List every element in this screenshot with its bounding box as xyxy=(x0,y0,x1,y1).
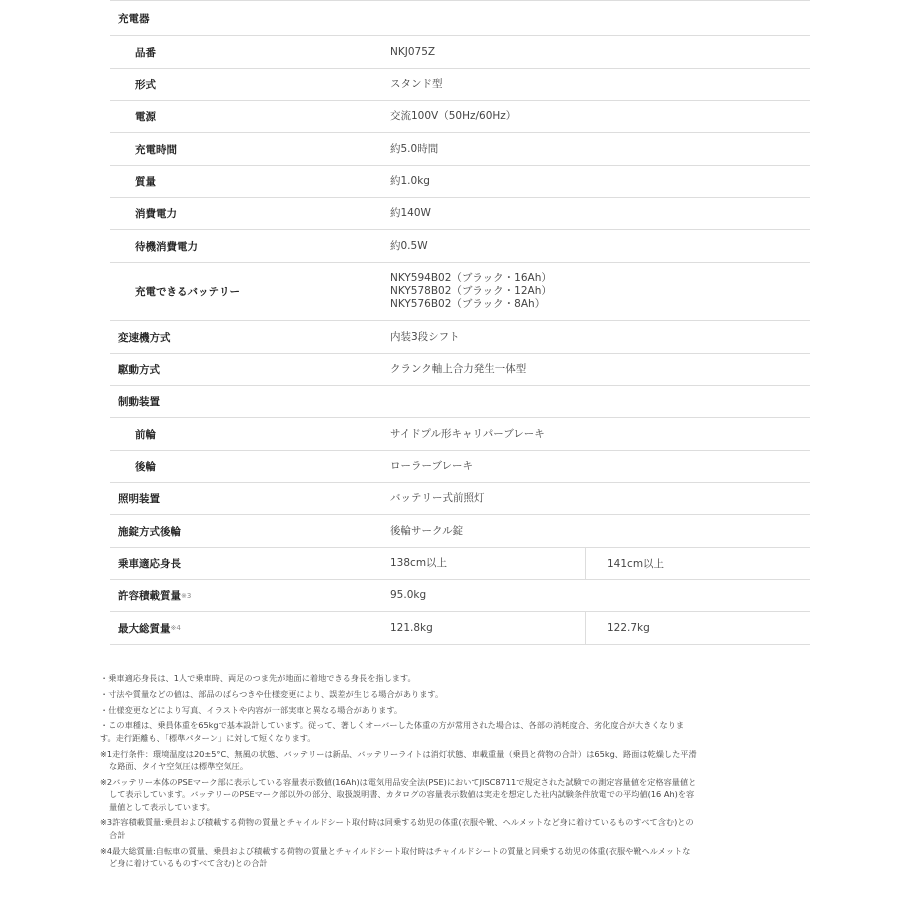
spec-row xyxy=(110,36,810,69)
spec-value: バッテリー式前照灯 xyxy=(390,492,485,504)
spec-label: 待機消費電力 xyxy=(135,240,198,253)
spec-label: 消費電力 xyxy=(135,208,177,220)
spec-row xyxy=(110,230,810,263)
spec-value: 95.0kg xyxy=(390,589,427,601)
spec-row xyxy=(110,418,810,451)
spec-label: 充電時間 xyxy=(135,143,177,156)
spec-value: NKJ075Z xyxy=(390,45,436,58)
note-line: ※2バッテリー本体のPSEマーク部に表示している容量表示数値(16Ah)は電気用品安全法(PSE)においてJISC8711で規定された試験での測定容量値を定格容量値と xyxy=(100,776,697,787)
spec-row xyxy=(110,101,810,133)
spec-label: 品番 xyxy=(135,46,156,59)
column-divider xyxy=(585,548,586,579)
spec-label: 後輪 xyxy=(135,461,156,473)
note-line: ・この車種は、乗員体重を65kgで基本設計しています。従って、著しくオーバーした体重の方が常用された場合は、各部の消耗度合、劣化度合が大きくなりま xyxy=(100,720,685,731)
spec-label: 施錠方式後輪 xyxy=(118,525,181,538)
spec-value: 交流100V（50Hz/60Hz） xyxy=(390,110,517,122)
note-line: ※4最大総質量:自転車の質量、乗員および積載する荷物の質量とチャイルドシート取付時はチャイルドシートの質量と同乗する幼児の体重(衣服や靴ヘルメットな xyxy=(100,845,691,856)
spec-row xyxy=(110,354,810,386)
spec-value-alt: 141cm以上 xyxy=(607,558,665,570)
spec-value: 約0.5W xyxy=(390,239,428,252)
spec-value: ローラーブレーキ xyxy=(390,460,474,472)
note-line: ※1走行条件：環境温度は20±5°C、無風の状態、バッテリーは新品、バッテリーライトは消灯状態、車載重量（乗員と荷物の合計）は65kg、路面は乾燥した平滑 xyxy=(100,748,697,759)
spec-label: 前輪 xyxy=(135,428,156,441)
spec-row xyxy=(110,166,810,198)
spec-value-alt: 122.7kg xyxy=(607,622,650,634)
note-line: す。走行距離も、「標準パターン」に対して短くなります。 xyxy=(100,732,316,743)
spec-table xyxy=(110,0,810,645)
spec-value: サイドプル形キャリパーブレーキ xyxy=(390,427,545,440)
footnote-item xyxy=(100,845,808,870)
spec-value: クランク軸上合力発生一体型 xyxy=(390,363,527,375)
footnote-item xyxy=(100,816,808,841)
footnote-item xyxy=(100,748,808,773)
note-line: ※3許容積載質量:乗員および積載する荷物の質量とチャイルドシート取付時は同乗する幼児の体重(衣服や靴、ヘルメットなど身に着けているものすべて含む)との xyxy=(100,817,694,828)
footnote-ref: ※3 xyxy=(181,591,192,600)
spec-value: 121.8kg xyxy=(390,621,433,634)
spec-row xyxy=(110,612,810,645)
spec-label: 電源 xyxy=(135,111,156,123)
spec-value: 約140W xyxy=(390,207,431,219)
footnotes xyxy=(100,672,808,873)
spec-row xyxy=(110,451,810,483)
spec-value: NKY594B02（ブラック・16Ah） NKY578B02（ブラック・12Ah） NKY576B02（ブラック・8Ah） xyxy=(390,272,552,310)
spec-row xyxy=(110,321,810,354)
note-item xyxy=(100,704,808,716)
spec-row xyxy=(110,263,810,321)
spec-value: 内装3段シフト xyxy=(390,330,460,343)
spec-label: 制動装置 xyxy=(118,396,160,408)
spec-value: 後輪サークル錠 xyxy=(390,524,464,537)
note-item xyxy=(100,672,808,684)
column-divider xyxy=(585,612,586,644)
footnote-item xyxy=(100,776,808,813)
note-line: ・乗車適応身長は、1人で乗車時、両足のつま先が地面に着地できる身長を指します。 xyxy=(100,673,416,683)
spec-value: 138cm以上 xyxy=(390,557,448,569)
spec-label: 乗車適応身長 xyxy=(118,558,181,570)
spec-value: 約5.0時間 xyxy=(390,142,439,155)
spec-label: 充電器 xyxy=(118,12,150,25)
note-line: 合計 xyxy=(109,829,126,840)
spec-label: 照明装置 xyxy=(118,493,160,505)
spec-label: 駆動方式 xyxy=(118,364,160,376)
note-item xyxy=(100,688,808,700)
spec-row xyxy=(110,548,810,580)
spec-row xyxy=(110,0,810,36)
spec-row xyxy=(110,386,810,418)
spec-label: 形式 xyxy=(135,79,156,91)
spec-row xyxy=(110,483,810,515)
spec-row xyxy=(110,198,810,230)
spec-label: 許容積載質量 xyxy=(118,590,181,602)
spec-label: 最大総質量 xyxy=(118,622,171,635)
note-line: な路面、タイヤ空気圧は標準空気圧。 xyxy=(109,761,249,771)
spec-row xyxy=(110,580,810,612)
spec-row xyxy=(110,69,810,101)
note-line: ど身に着けているものすべて含む)との合計 xyxy=(109,858,268,869)
spec-value: 約1.0kg xyxy=(390,175,430,187)
spec-value: スタンド型 xyxy=(390,78,443,90)
note-item xyxy=(100,719,808,744)
footnote-ref: ※4 xyxy=(170,624,181,632)
spec-label: 質量 xyxy=(135,176,156,188)
note-line: ・仕様変更などにより写真、イラストや内容が一部実車と異なる場合があります。 xyxy=(100,704,403,715)
note-line: 量値として表示しています。 xyxy=(109,801,215,812)
note-line: ・寸法や質量などの値は、部品のばらつきや仕様変更により、誤差が生じる場合があります。 xyxy=(100,688,444,699)
spec-row xyxy=(110,133,810,166)
spec-label: 変速機方式 xyxy=(118,331,171,344)
spec-row xyxy=(110,515,810,548)
note-line: して表示しています。バッテリーのPSEマーク部以外の部分、取扱説明書、カタログの容量表示数値は実走を想定した社内試験条件放電での平均値(16 Ah)を容 xyxy=(109,789,695,800)
spec-label: 充電できるバッテリー xyxy=(135,286,240,298)
